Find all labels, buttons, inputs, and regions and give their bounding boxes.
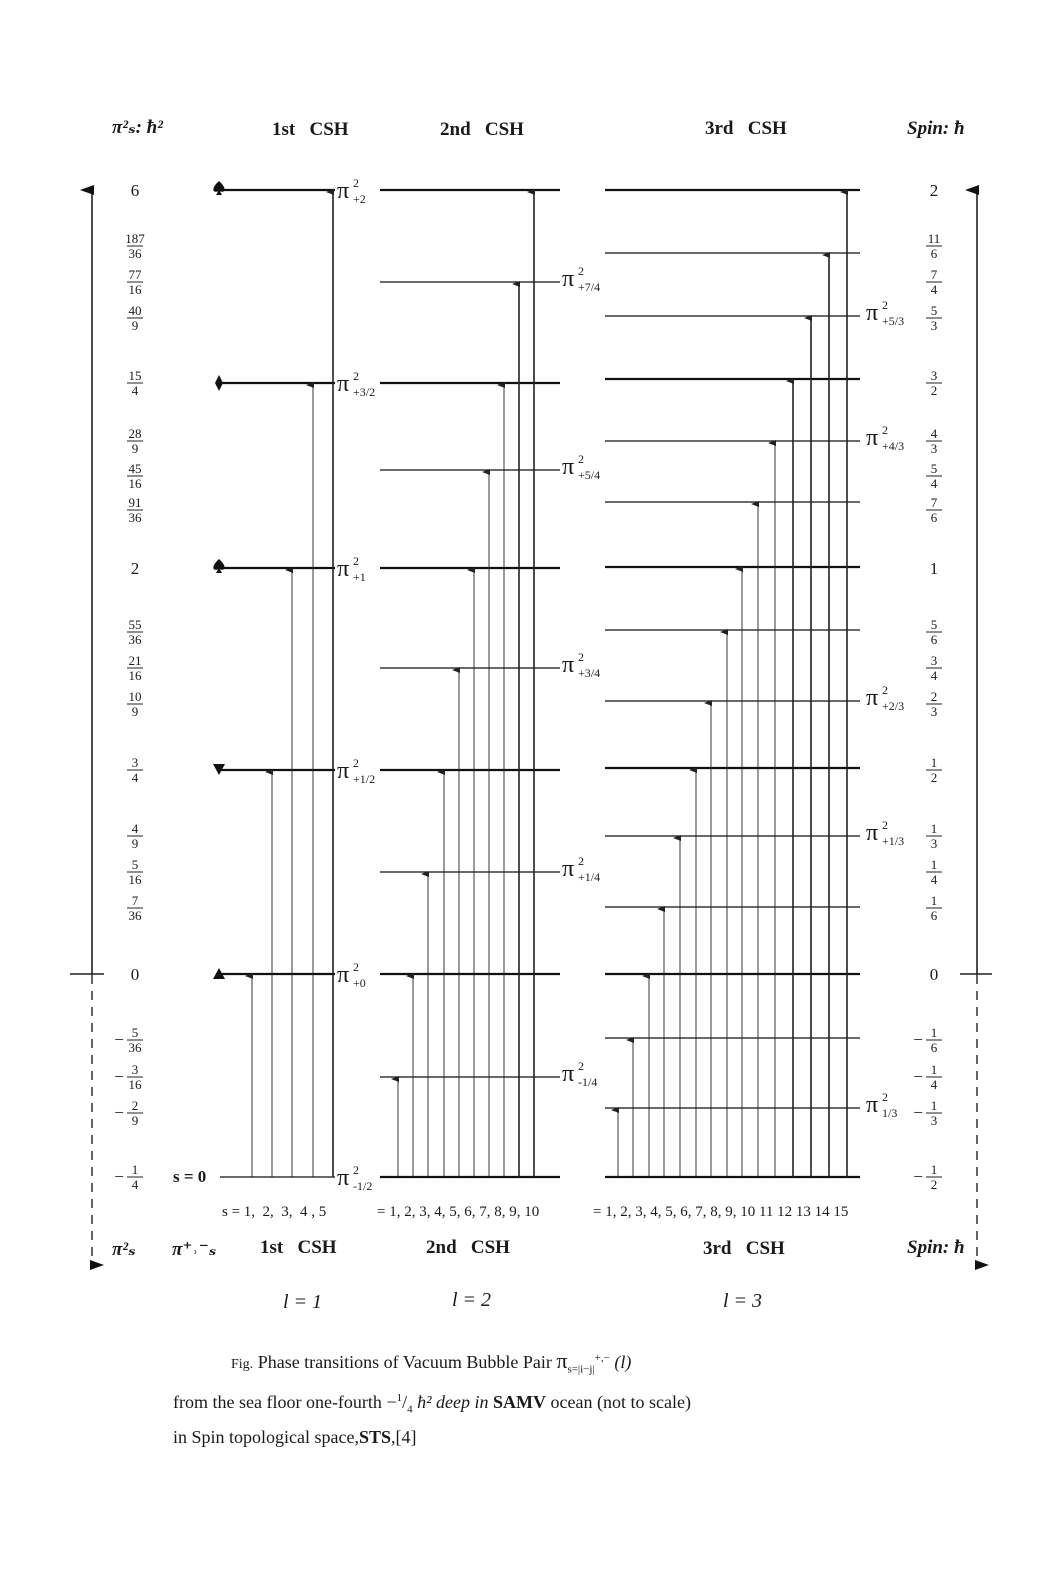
pi-symbol: π [562, 1061, 575, 1087]
caption-pi: π [556, 1348, 568, 1373]
denominator: 6 [930, 632, 938, 647]
caption-fig-label: Fig. [231, 1357, 254, 1372]
left-axis-title: π²ₛ: ħ² [112, 117, 163, 138]
numerator: 4 [930, 426, 938, 441]
denominator: 3 [930, 836, 938, 851]
right-axis-bottom-label: Spin: ħ [907, 1237, 965, 1258]
numerator: 45 [128, 461, 142, 476]
minus-sign: − [114, 1067, 124, 1086]
right-tick-fraction [926, 821, 942, 851]
pi-symbol: π [337, 178, 350, 204]
numerator: 1 [930, 1098, 938, 1113]
right-tick-fraction [926, 893, 942, 923]
csh2-s-values: = 1, 2, 3, 4, 5, 6, 7, 8, 9, 10 [377, 1204, 540, 1220]
numerator: 28 [128, 426, 142, 441]
right-tick-integer: 1 [929, 559, 939, 578]
numerator: 1 [930, 1025, 938, 1040]
denominator: 16 [128, 282, 142, 297]
numerator: 5 [930, 617, 938, 632]
left-axis-bottom-label: π²ₛ [112, 1239, 136, 1260]
left-tick-fraction [114, 1025, 143, 1055]
right-tick-integer: 2 [929, 181, 939, 200]
right-tick-integer: 0 [929, 965, 939, 984]
superscript: 2 [882, 683, 888, 697]
numerator: 187 [125, 231, 145, 246]
caption-samv: SAMV [493, 1391, 546, 1412]
left-tick-fraction [127, 893, 143, 923]
left-tick-fraction [127, 821, 143, 851]
numerator: 3 [131, 1062, 139, 1077]
left-tick-fraction [127, 368, 143, 398]
caption-line1-tail: (l) [614, 1352, 632, 1372]
denominator: 3 [930, 318, 938, 333]
numerator: 1 [930, 821, 938, 836]
numerator: 77 [128, 267, 142, 282]
subscript: +2/3 [882, 699, 905, 713]
denominator: 9 [131, 441, 139, 456]
csh1-s-values: s = 1, 2, 3, 4 , 5 [222, 1204, 327, 1220]
caption-line1: Phase transitions of Vacuum Bubble Pair [257, 1352, 552, 1372]
denominator: 2 [930, 1177, 938, 1192]
numerator: 15 [128, 368, 142, 383]
subscript: +2 [353, 192, 366, 206]
subscript: +4/3 [882, 439, 905, 453]
left-tick-fraction [127, 461, 143, 491]
diamond-marker [215, 375, 223, 391]
superscript: 2 [353, 756, 359, 770]
minus-sign: − [114, 1103, 124, 1122]
subscript: +0 [353, 976, 366, 990]
csh2-label-0 [562, 264, 600, 294]
superscript: 2 [353, 960, 359, 974]
superscript: 2 [353, 554, 359, 568]
minus-sign: − [114, 1030, 124, 1049]
pi-symbol: π [562, 652, 575, 678]
numerator: 3 [131, 755, 139, 770]
subscript: +5/3 [882, 314, 905, 328]
right-tick-fraction [926, 689, 942, 719]
superscript: 2 [578, 854, 584, 868]
left-tick-fraction [114, 1098, 143, 1128]
left-tick-fraction [127, 267, 143, 297]
numerator: 7 [131, 893, 139, 908]
right-tick-fraction [926, 617, 942, 647]
minus-sign: − [913, 1103, 923, 1122]
subscript: -1/2 [353, 1179, 373, 1193]
denominator: 36 [128, 510, 142, 525]
denominator: 9 [131, 1113, 139, 1128]
right-tick-fraction [926, 653, 942, 683]
denominator: 4 [131, 770, 139, 785]
left-tick-integer: 6 [130, 181, 140, 200]
csh1-label-4 [337, 960, 366, 990]
right-tick-fraction [913, 1062, 942, 1092]
left-tick-fraction [127, 426, 143, 456]
numerator: 1 [930, 1062, 938, 1077]
right-tick-fraction [926, 426, 942, 456]
numerator: 3 [930, 368, 938, 383]
csh1-label-3 [337, 756, 375, 786]
numerator: 10 [128, 689, 142, 704]
denominator: 9 [131, 836, 139, 851]
spade-marker [213, 559, 224, 573]
right-tick-fraction [926, 755, 942, 785]
csh1-title-top: 1st CSH [272, 119, 349, 140]
numerator: 5 [930, 303, 938, 318]
left-tick-fraction [127, 689, 143, 719]
csh3-l-label: l = 3 [723, 1290, 763, 1312]
left-tick-fraction [127, 653, 143, 683]
denominator: 4 [930, 282, 938, 297]
superscript: 2 [353, 176, 359, 190]
csh3-label-4 [866, 1090, 897, 1120]
subscript: 1/3 [882, 1106, 898, 1120]
subscript: +7/4 [578, 280, 601, 294]
pi-symbol: π [337, 962, 350, 988]
caption-line2-c: ocean (not to scale) [550, 1391, 691, 1412]
numerator: 1 [131, 1162, 139, 1177]
minus-sign: − [913, 1167, 923, 1186]
numerator: 2 [131, 1098, 139, 1113]
denominator: 16 [128, 668, 142, 683]
caption-line2-b: ħ² deep in [417, 1391, 489, 1412]
pi-symbol: π [562, 856, 575, 882]
left-tick-fraction [127, 303, 143, 333]
superscript: 2 [353, 1163, 359, 1177]
pi-pm-bottom-label: π⁺˒⁻ₛ [172, 1239, 217, 1260]
right-tick-fraction [926, 461, 942, 491]
denominator: 2 [930, 770, 938, 785]
caption-line2-a: from the sea floor one-fourth [173, 1391, 382, 1412]
superscript: 2 [882, 298, 888, 312]
numerator: 5 [131, 857, 139, 872]
denominator: 16 [128, 872, 142, 887]
numerator: 1 [930, 893, 938, 908]
subscript: +5/4 [578, 468, 601, 482]
csh3-title-bottom: 3rd CSH [703, 1238, 785, 1259]
denominator: 4 [930, 1077, 938, 1092]
caption-neg-quarter: $-^1/_4$ [386, 1391, 413, 1416]
denominator: 36 [128, 1040, 142, 1055]
right-tick-fraction [913, 1098, 942, 1128]
pi-symbol: π [866, 300, 879, 326]
numerator: 40 [128, 303, 142, 318]
minus-sign: − [913, 1067, 923, 1086]
denominator: 2 [930, 383, 938, 398]
csh3-title-top: 3rd CSH [705, 118, 787, 139]
left-tick-fraction [127, 495, 143, 525]
right-tick-fraction [926, 303, 942, 333]
csh2-label-3 [562, 854, 600, 884]
superscript: 2 [578, 264, 584, 278]
csh3-label-3 [866, 818, 904, 848]
denominator: 9 [131, 704, 139, 719]
numerator: 1 [930, 755, 938, 770]
left-tick-fraction [114, 1162, 143, 1192]
minus-sign: − [114, 1167, 124, 1186]
denominator: 6 [930, 246, 938, 261]
right-tick-labels [913, 181, 942, 1192]
pi-symbol: π [337, 371, 350, 397]
right-tick-fraction [913, 1025, 942, 1055]
csh3-label-0 [866, 298, 904, 328]
denominator: 4 [930, 476, 938, 491]
pi-symbol: π [337, 556, 350, 582]
denominator: 16 [128, 1077, 142, 1092]
caption-sts: STS [358, 1427, 391, 1448]
numerator: 7 [930, 495, 938, 510]
denominator: 6 [930, 1040, 938, 1055]
spade-marker [213, 181, 224, 195]
csh2-title-top: 2nd CSH [440, 119, 524, 140]
caption-pi-symbol: $\pi_{s=|i-j|}^{+,-}$ [556, 1348, 610, 1376]
denominator: 9 [131, 318, 139, 333]
numerator: 11 [927, 231, 941, 246]
pi-symbol: π [866, 425, 879, 451]
csh2-l-label: l = 2 [452, 1289, 492, 1311]
denominator: 3 [930, 441, 938, 456]
denominator: 3 [930, 704, 938, 719]
csh3-label-1 [866, 423, 904, 453]
csh1-l-label: l = 1 [283, 1291, 323, 1313]
right-axis-title: Spin: ħ [907, 118, 965, 139]
subscript: +1/2 [353, 772, 376, 786]
denominator: 6 [930, 510, 938, 525]
superscript: 2 [578, 1059, 584, 1073]
csh1-label-5 [337, 1163, 372, 1193]
denominator: 3 [930, 1113, 938, 1128]
csh2-level-diagram [380, 190, 600, 1177]
right-axis [960, 190, 992, 1265]
csh2-label-4 [562, 1059, 597, 1089]
left-tick-labels [114, 181, 145, 1192]
superscript: 2 [353, 369, 359, 383]
csh1-label-2 [337, 554, 366, 584]
right-tick-fraction [926, 368, 942, 398]
subscript: -1/4 [578, 1075, 598, 1089]
numerator: 21 [128, 653, 142, 668]
subscript: +3/4 [578, 666, 601, 680]
numerator: 1 [930, 1162, 938, 1177]
csh1-label-0 [337, 176, 366, 206]
minus-sign: − [913, 1030, 923, 1049]
csh3-s-values: = 1, 2, 3, 4, 5, 6, 7, 8, 9, 10 11 12 13 14 15 [593, 1204, 849, 1220]
pi-symbol: π [866, 820, 879, 846]
pi-symbol: π [337, 1165, 350, 1191]
numerator: 5 [131, 1025, 139, 1040]
left-tick-fraction [127, 857, 143, 887]
numerator: 55 [128, 617, 142, 632]
pi-symbol: π [337, 758, 350, 784]
caption-line3-c: ,[4] [391, 1427, 417, 1448]
denominator: 4 [930, 872, 938, 887]
numerator: 3 [930, 653, 938, 668]
numerator: 2 [930, 689, 938, 704]
pi-symbol: π [866, 685, 879, 711]
csh2-title-bottom: 2nd CSH [426, 1237, 510, 1258]
left-tick-integer: 0 [130, 965, 140, 984]
denominator: 36 [128, 908, 142, 923]
pi-symbol: π [562, 454, 575, 480]
left-axis [70, 190, 104, 1265]
denominator: 4 [930, 668, 938, 683]
csh3-level-diagram [605, 190, 904, 1177]
csh2-label-1 [562, 452, 600, 482]
numerator: 91 [128, 495, 142, 510]
subscript: +1/4 [578, 870, 601, 884]
denominator: 16 [128, 476, 142, 491]
numerator: 5 [930, 461, 938, 476]
left-tick-integer: 2 [130, 559, 140, 578]
superscript: 2 [882, 818, 888, 832]
right-tick-fraction [926, 857, 942, 887]
superscript: 2 [882, 1090, 888, 1104]
left-tick-fraction [125, 231, 145, 261]
numerator: 7 [930, 267, 938, 282]
figure-caption [173, 1344, 893, 1451]
right-tick-fraction [926, 231, 942, 261]
right-tick-fraction [913, 1162, 942, 1192]
pi-symbol: π [562, 266, 575, 292]
denominator: 4 [131, 1177, 139, 1192]
superscript: 2 [578, 452, 584, 466]
s-zero-label: s = 0 [173, 1167, 207, 1186]
pi-symbol: π [866, 1092, 879, 1118]
denominator: 6 [930, 908, 938, 923]
caption-line3-a: in Spin topological space, [173, 1427, 359, 1448]
subscript: +1 [353, 570, 366, 584]
csh2-label-2 [562, 650, 600, 680]
denominator: 4 [131, 383, 139, 398]
csh1-title-bottom: 1st CSH [260, 1237, 337, 1258]
csh3-label-2 [866, 683, 904, 713]
superscript: 2 [882, 423, 888, 437]
subscript: +1/3 [882, 834, 905, 848]
csh1-level-diagram [213, 176, 375, 1193]
denominator: 36 [128, 246, 142, 261]
numerator: 4 [131, 821, 139, 836]
right-tick-fraction [926, 495, 942, 525]
csh1-label-1 [337, 369, 375, 399]
right-tick-fraction [926, 267, 942, 297]
subscript: +3/2 [353, 385, 376, 399]
left-tick-fraction [127, 755, 143, 785]
numerator: 1 [930, 857, 938, 872]
left-tick-fraction [114, 1062, 143, 1092]
superscript: 2 [578, 650, 584, 664]
left-tick-fraction [127, 617, 143, 647]
denominator: 36 [128, 632, 142, 647]
